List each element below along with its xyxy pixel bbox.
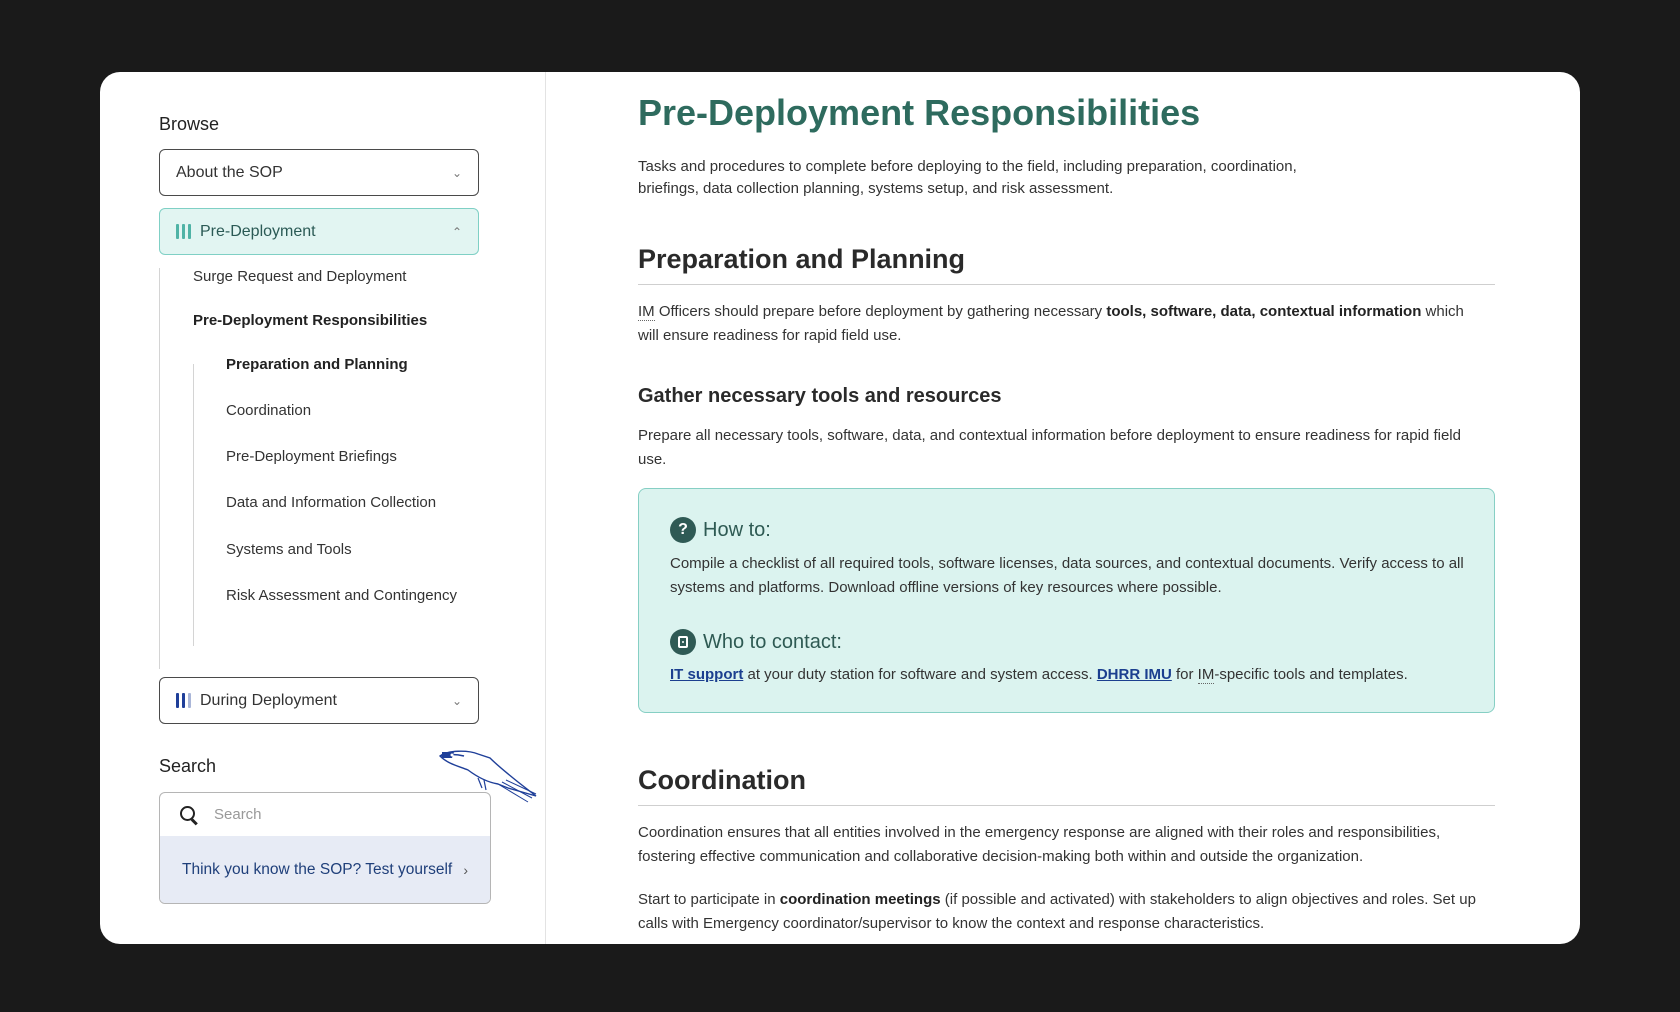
accordion-label: Pre-Deployment [200,222,316,240]
dhrr-imu-link[interactable]: DHRR IMU [1096,666,1172,683]
abbr-im[interactable]: IM [1197,666,1215,683]
accordion-about-the-sop[interactable] [159,149,479,196]
who-to-contact-text [670,663,1470,687]
nav-subitem-risk-assessment[interactable]: Risk Assessment and Contingency [226,587,457,604]
main-content [638,72,1498,944]
browse-heading: Browse [159,114,220,134]
sidebar [100,72,546,944]
who-to-contact-heading [670,629,842,655]
quiz-link[interactable] [160,836,490,903]
text: (if possible and activated) with stakeholders to align objectives and roles. Set up calls with Emergency coordinator/supervisor to know the context and response characteristics. [638,891,1476,932]
text: which will ensure readiness for rapid field use. [638,303,1464,344]
tree-line [193,364,194,646]
accordion-pre-deployment[interactable] [159,208,479,255]
it-support-link[interactable]: IT support [670,666,744,683]
subsection-heading-gather-tools: Gather necessary tools and resources [638,385,1002,407]
preparation-paragraph [638,300,1488,348]
nav-subitem-data-collection[interactable]: Data and Information Collection [226,494,437,511]
how-to-callout [638,488,1495,713]
nav-subitem-preparation[interactable]: Preparation and Planning [226,356,408,373]
nav-subitem-coordination[interactable]: Coordination [226,402,312,419]
chevron-down-icon: ⌄ [451,693,462,708]
nav-subitem-systems-tools[interactable]: Systems and Tools [226,541,352,558]
bold-text: coordination meetings [779,891,941,908]
gather-tools-paragraph: Prepare all necessary tools, software, data, and contextual information before deployment to ensure readiness for rapid field use. [638,427,1461,468]
search-heading: Search [159,756,217,776]
nav-subitem-briefings[interactable]: Pre-Deployment Briefings [226,448,397,465]
accordion-label: During Deployment [200,691,337,709]
search-panel [159,792,491,904]
quiz-link-label: Think you know the SOP? Test yourself [182,860,453,878]
accordion-label: About the SOP [176,163,283,181]
sop-card [100,72,1580,944]
how-to-text: Compile a checklist of all required tools, software licenses, data sources, and contextual documents. Verify access to all systems and platforms. Download offline versions of key resources where possible. [670,555,1464,596]
nav-item-surge-request[interactable]: Surge Request and Deployment [193,268,407,285]
search-icon [180,806,198,824]
coordination-meetings-paragraph [638,888,1488,936]
search-input[interactable] [214,806,470,823]
bold-text: tools, software, data, contextual information [1106,303,1422,320]
chevron-right-icon: › [463,861,468,878]
text: Start to participate in [638,891,780,908]
chevron-up-icon: ⌃ [451,224,462,239]
contact-icon [670,629,696,655]
page-intro: Tasks and procedures to complete before deploying to the field, including preparation, coordination, briefings, data collection planning, systems setup, and risk assessment. [638,158,1297,197]
text: for [1171,666,1198,683]
how-to-heading-text: How to: [703,518,771,541]
section-heading-coordination: Coordination [638,765,1495,806]
accordion-during-deployment[interactable] [159,677,479,724]
section-heading-preparation: Preparation and Planning [638,244,1495,285]
how-to-heading [670,517,771,543]
chevron-down-icon: ⌄ [451,165,462,180]
text: at your duty station for software and system access. [743,666,1097,683]
tree-line [159,268,160,669]
nav-item-pre-deployment-responsibilities[interactable]: Pre-Deployment Responsibilities [193,312,428,329]
search-row [160,793,490,836]
phase-bars-icon [176,224,191,239]
question-icon: ? [670,517,696,543]
page-title: Pre-Deployment Responsibilities [638,92,1201,133]
who-to-contact-heading-text: Who to contact: [703,630,842,653]
abbr-im[interactable]: IM [638,303,655,320]
text: -specific tools and templates. [1214,666,1408,683]
coordination-paragraph: Coordination ensures that all entities involved in the emergency response are aligned with their roles and responsibilities, fostering effective communication and collaborative decision-making both within and outside the organization. [638,824,1441,865]
text: Officers should prepare before deployment by gathering necessary [654,303,1107,320]
phase-bars-icon [176,693,191,708]
